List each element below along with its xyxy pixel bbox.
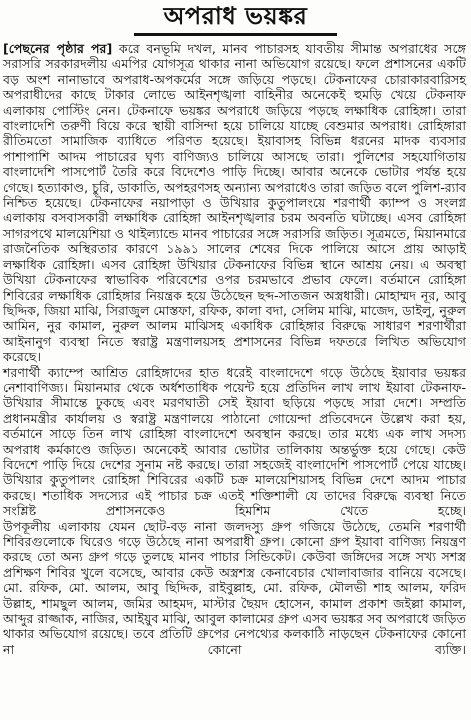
paragraph-1 <box>3 41 466 365</box>
headline-area <box>0 0 471 41</box>
paragraph-3-text: উপকূলীয় এলাকায় যেমন ছোট-বড় নানা জলদস্যু গ্রুপ গজিয়ে উঠেছে, তেমনি শরণার্থী শিবিরগুলোকে ঘিরেও গড়ে উঠেছে নানা অপরাধী গ্রুপ। কোনো গ্রুপ ইয়াবা বাণিজ্য নিয়ন্ত্রণ করছে তো অন্য গ্রুপ গড়ে তুলছে মানব পাচার সিন্ডিকেট। কেউবা জঙ্গিদের সঙ্গে সখ্য সশস্ত্র প্রশিক্ষণ শিবির খুলে বসেছে, আবার কেউ অস্ত্রশস্ত্র কেনাবেচার খোলাবাজার বানিয়ে বসেছে। মো. রফিক, মো. আলম, আবু ছিদ্দিক, রাইবুল্লাহ, মো. রফিক, মৌলভী শাহ আলম, ফরিদ উল্লাহ, শামছুল আলম, জমির আহমদ, মাস্টার ছৈয়দ হোসেন, কামাল প্রকাশ জইল্লা কামাল, আব্দুর রাজ্জাক, নাজির, আইয়ুব মাঝি, আবুল কালামের গ্রুপ এসব ভয়ঙ্কর সব অপরাধে জড়িত থাকার অভিযোগ রয়েছে। তবে প্রতিটি গ্রুপের নেপথ্যের কলকাঠি নাড়ছেন টেকনাফের কোনো না কোনো ব্যক্তি। <box>3 518 466 657</box>
paragraph-3 <box>3 519 466 658</box>
paragraph-2 <box>3 365 466 519</box>
paragraph-1-text: করে বনভূমি দখল, মানব পাচারসহ যাবতীয় সীমান্ত অপরাধের সঙ্গে সরাসরি সরকারদলীয় এমপির যোগসূত্র থাকার নানা অভিযোগ রয়েছে। ফলে প্রশাসনের একটি বড় অংশ নানাভাবে অপরাধ-অপকর্মের সঙ্গে জড়িয়ে পড়ছে। টেকনাফের চোরাকারবারিসহ অপরাধীদের কাছে টাকার লোভে আইনশৃঙ্খলা বাহিনীর অনেকেই হুমড়ি খেয়ে টেকনাফ এলাকায় পোস্টিং নেন। টেকনাফে ভয়ঙ্কর অপরাধে জড়িয়ে পড়ছে লক্ষাধিক রোহিঙ্গা। তারা বাংলাদেশি তরুণী বিয়ে করে স্থায়ী বাসিন্দা হয়ে চালিয়ে যাচ্ছে বেশুমার অপরাধ। রোহিঙ্গারা রীতিমতো সামাজিক ব্যাধিতে পরিণত হয়েছে। ইয়াবাসহ বিভিন্ন ধরনের মাদক ব্যবসার পাশাপাশি আদম পাচারের ঘৃণ্য বাণিজ্যও চালিয়ে আসছে তারা। পুলিশের সহযোগিতায় বাংলাদেশি পাসপোর্ট তৈরি করে বিদেশেও পাড়ি দিচ্ছে। আবার অনেকে ভোটার পর্যন্ত হয়ে গেছে। হত্যাকাণ্ড, চুরি, ডাকাতি, অপহরণসহ অন্যান্য অপরাধেও তারা জড়িত বলে পুলিশ-র‍্যাব নিশ্চিত হয়েছে। টেকনাফের নয়াপাড়া ও উখিয়ার কুতুপালংয়ে শরণার্থী ক্যাম্প ও সংলগ্ন এলাকায় বসবাসকারী লক্ষাধিক রোহিঙ্গা আইনশৃঙ্খলার চরম অবনতি ঘটাচ্ছে। এসব রোহিঙ্গা সাগরপথে মালয়েশিয়া ও থাইল্যান্ডে মানব পাচারের সঙ্গে সরাসরি জড়িত। সূত্রমতে, মিয়ানমারে রাজনৈতিক অস্থিরতার কারণে ১৯৯১ সালের শেষের দিকে পালিয়ে আসে প্রায় আড়াই লক্ষাধিক রোহিঙ্গা। এসব রোহিঙ্গা উখিয়ার টেকনাফের বিভিন্ন স্থানে আশ্রয় নেয়। এ অবস্থা উখিয়া টেকনাফের স্বাভাবিক পরিবেশের ওপর চরমভাবে প্রভাব ফেলে। বর্তমানে রোহিঙ্গা শিবিরের লক্ষাধিক রোহিঙ্গার নিয়ন্ত্রক হয়ে উঠেছেন ছব্দ-সাতজন অস্ত্রধারী। মোহাম্মদ নূর, আবু ছিদ্দিক, জিয়া মাঝি, সিরাজুল মোস্তফা, রফিক, কালা বদা, সেলিম মাঝি, মাজেদ, ডাইলু, নুরুল আমিন, নুর কামাল, নুরুল আলম মাঝিসহ একাধিক রোহিঙ্গার বিরুদ্ধে সাধারণ শরণার্থীরা আইনানুগ ব্যবস্থা নিতে স্বরাষ্ট্র মন্ত্রণালয়সহ প্রশাসনের বিভিন্ন দফতরে লিখিত অভিযোগ করেছে। <box>3 41 466 365</box>
paragraph-2-text: শরণার্থী ক্যাম্পে আশ্রিত রোহিঙ্গাদের হাত ধরেই বাংলাদেশে গড়ে উঠেছে ইয়াবার ভয়ঙ্কর নেশাবাণিজ্য। মিয়ানমার থেকে অর্ধশতাধিক পয়েন্ট হয়ে প্রতিদিন লাখ লাখ ইয়াবা টেকনাফ-উখিয়ার সীমান্তে ঢুকছে এবং মরণঘাতী সেই ইয়াবা ছড়িয়ে পড়ছে সারা দেশে। সম্প্রতি প্রধানমন্ত্রীর কার্যালয় ও স্বরাষ্ট্র মন্ত্রণালয়ে পাঠানো গোয়েন্দা প্রতিবেদনে উল্লেখ করা হয়, বর্তমানে সাড়ে তিন লাখ রোহিঙ্গা বাংলাদেশে অবস্থান করছে। তার মধ্যে এক লাখ সদস্য অপরাধ কর্মকাণ্ডে জড়িত। অনেকেই আবার ভোটার তালিকায় অন্তর্ভুক্ত হয়ে গেছে। কেউ বিদেশে পাড়ি দিয়ে দেশের সুনাম নষ্ট করছে। তারা সহজেই বাংলাদেশি পাসপোর্ট পেয়ে যাচ্ছে। উখিয়ার কুতুপালং রোহিঙ্গা শিবিরের একটি চক্র মালয়েশিয়াসহ বিভিন্ন দেশে আদম পাচার করছে। শতাধিক সদস্যের এই পাচার চক্র এতই শক্তিশালী যে তাদের বিরুদ্ধে ব্যবস্থা নিতে সংশ্লিষ্ট প্রশাসনকেও হিমশিম খেতে হচ্ছে। <box>3 364 466 519</box>
article-body <box>0 41 471 657</box>
continued-from-kicker: [পেছনের পৃষ্ঠার পর] <box>3 41 113 56</box>
headline: অপরাধ ভয়ঙ্কর <box>134 1 338 36</box>
